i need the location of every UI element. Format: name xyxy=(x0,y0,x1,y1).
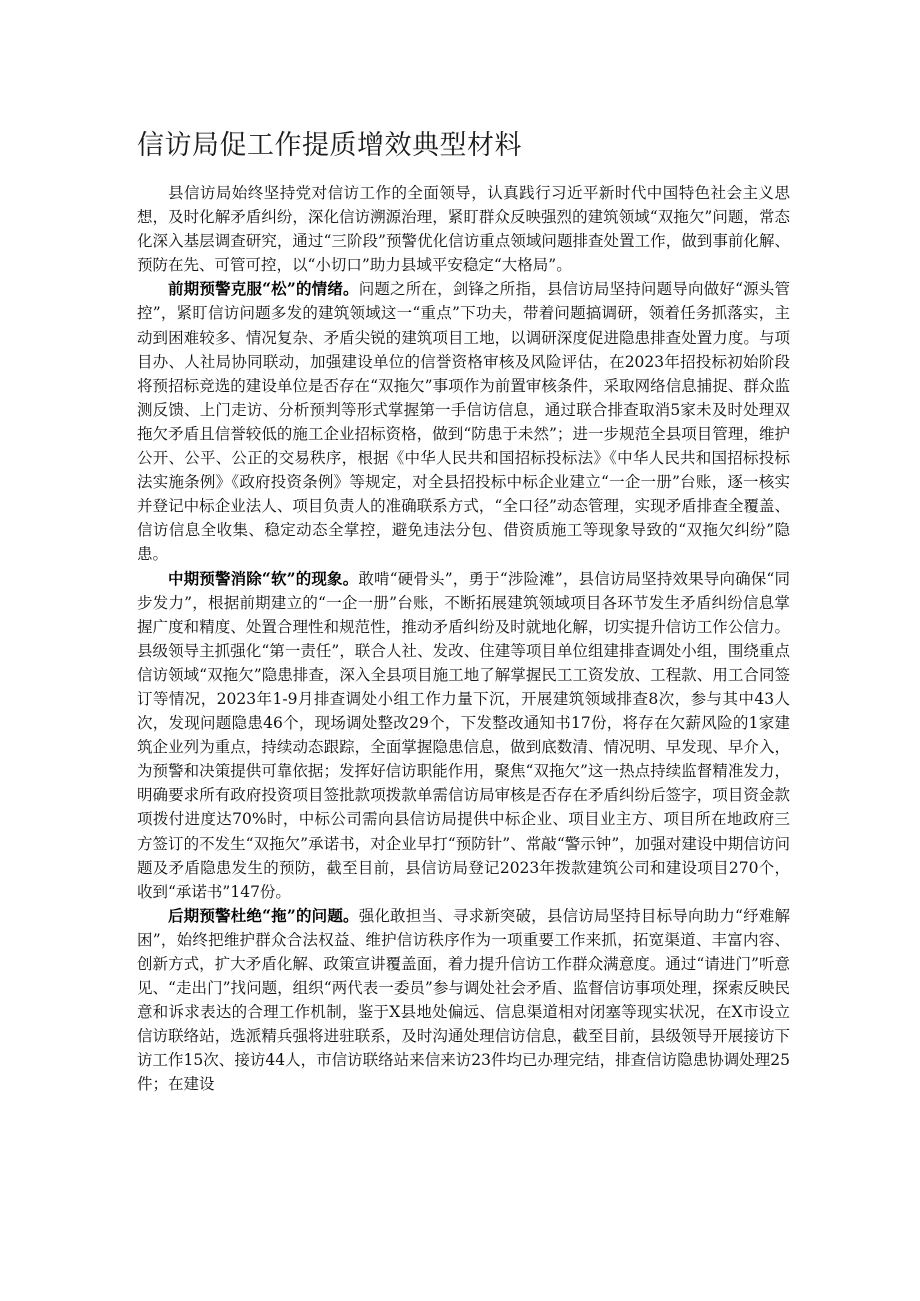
section-text: 敢啃“硬骨头”，勇于“涉险滩”，县信访局坚持效果导向确保“同步发力”，根据前期建立的“一企一册”台账，不断拓展建筑领域项目各环节发生矛盾纠纷信息掌握广度和精度、处置合理性和规范性，推动矛盾纠纷及时就地化解，切实提升信访工作公信力。县级领导主抓强化“第一责任”，联合人社、发改、住建等项目单位组建排查调处小组，围绕重点信访领域“双拖欠”隐患排查，深入全县项目施工地了解掌握民工工资发放、工程款、用工合同签订等情况，2023年1-9月排查调处小组工作力量下沉，开展建筑领域排查8次，参与其中43人次，发现问题隐患46个，现场调处整改29个，下发整改通知书17份，将存在欠薪风险的1家建筑企业列为重点，持续动态跟踪，全面掌握隐患信息，做到底数清、情况明、早发现、早介入，为预警和决策提供可靠依据；发挥好信访职能作用，聚焦“双拖欠”这一热点持续监督精准发力，明确要求所有政府投资项目签批款项拨款单需信访局审核是否存在矛盾纠纷后签字，项目资金款项拨付进度达70%时，中标公司需向县信访局提供中标企业、项目业主方、项目所在地政府三方签订的不发生“双拖欠”承诺书，对企业早打“预防针”、常敲“警示钟”，加强对建设中期信访问题及矛盾隐患发生的预防，截至目前，县信访局登记2023年拨款建筑公司和建设项目270个，收到“承诺书”147份。 xyxy=(137,569,790,901)
document-title: 信访局促工作提质增效典型材料 xyxy=(137,130,522,161)
document-body xyxy=(137,181,790,1097)
section-heading: 中期预警消除“软”的现象。 xyxy=(168,568,359,588)
section-paragraph xyxy=(137,277,790,566)
section-heading: 后期预警杜绝“拖”的问题。 xyxy=(168,905,359,925)
section-heading: 前期预警克服“松”的情绪。 xyxy=(168,279,359,299)
intro-paragraph: 县信访局始终坚持党对信访工作的全面领导，认真践行习近平新时代中国特色社会主义思想，及时化解矛盾纠纷，深化信访溯源治理，紧盯群众反映强烈的建筑领域“双拖欠”问题，常态化深入基层调查研究，通过“三阶段”预警优化信访重点领域问题排查处置工作，做到事前化解、预防在先、可管可控，以“小切口”助力县域平安稳定“大格局”。 xyxy=(137,184,790,275)
section-paragraph xyxy=(137,904,790,1097)
section-text: 强化敢担当、寻求新突破，县信访局坚持目标导向助力“纾难解困”，始终把维护群众合法权益、维护信访秩序作为一项重要工作来抓，拓宽渠道、丰富内容、创新方式，扩大矛盾化解、政策宣讲覆盖面，着力提升信访工作群众满意度。通过“请进门”听意见、“走出门”找问题，组织“两代表一委员”参与调处社会矛盾、监督信访事项处理，探索反映民意和诉求表达的合理工作机制，鉴于X县地处偏远、信息渠道相对闭塞等现实状况，在X市设立信访联络站，选派精兵强将进驻联系，及时沟通处理信访信息，截至目前，县级领导开展接访下访工作15次、接访44人，市信访联络站来信来访23件均已办理完结，排查信访隐患协调处理25件；在建设 xyxy=(137,906,790,1094)
section-paragraph xyxy=(137,567,790,904)
section-text: 问题之所在，剑锋之所指，县信访局坚持问题导向做好“源头管控”，紧盯信访问题多发的建筑领域这一“重点”下功夫，带着问题搞调研，领着任务抓落实，主动到困难较多、情况复杂、矛盾尖锐的建筑项目工地，以调研深度促进隐患排查处置力度。与项目办、人社局协同联动，加强建设单位的信誉资格审核及风险评估，在2023年招投标初始阶段将预招标竞选的建设单位是否存在“双拖欠”事项作为前置审核条件，采取网络信息捕捉、群众监测反馈、上门走访、分析预判等形式掌握第一手信访信息，通过联合排查取消5家未及时处理双拖欠矛盾且信誉较低的施工企业招标资格，做到“防患于未然”；进一步规范全县项目管理，维护公开、公平、公正的交易秩序，根据《中华人民共和国招标投标法》《中华人民共和国招标投标法实施条例》《政府投资条例》等规定，对全县招投标中标企业建立“一企一册”台账，逐一核实并登记中标企业法人、项目负责人的准确联系方式，“全口径”动态管理，实现矛盾排查全覆盖、信访信息全收集、稳定动态全掌控，避免违法分包、借资质施工等现象导致的“双拖欠纠纷”隐患。 xyxy=(137,280,790,564)
